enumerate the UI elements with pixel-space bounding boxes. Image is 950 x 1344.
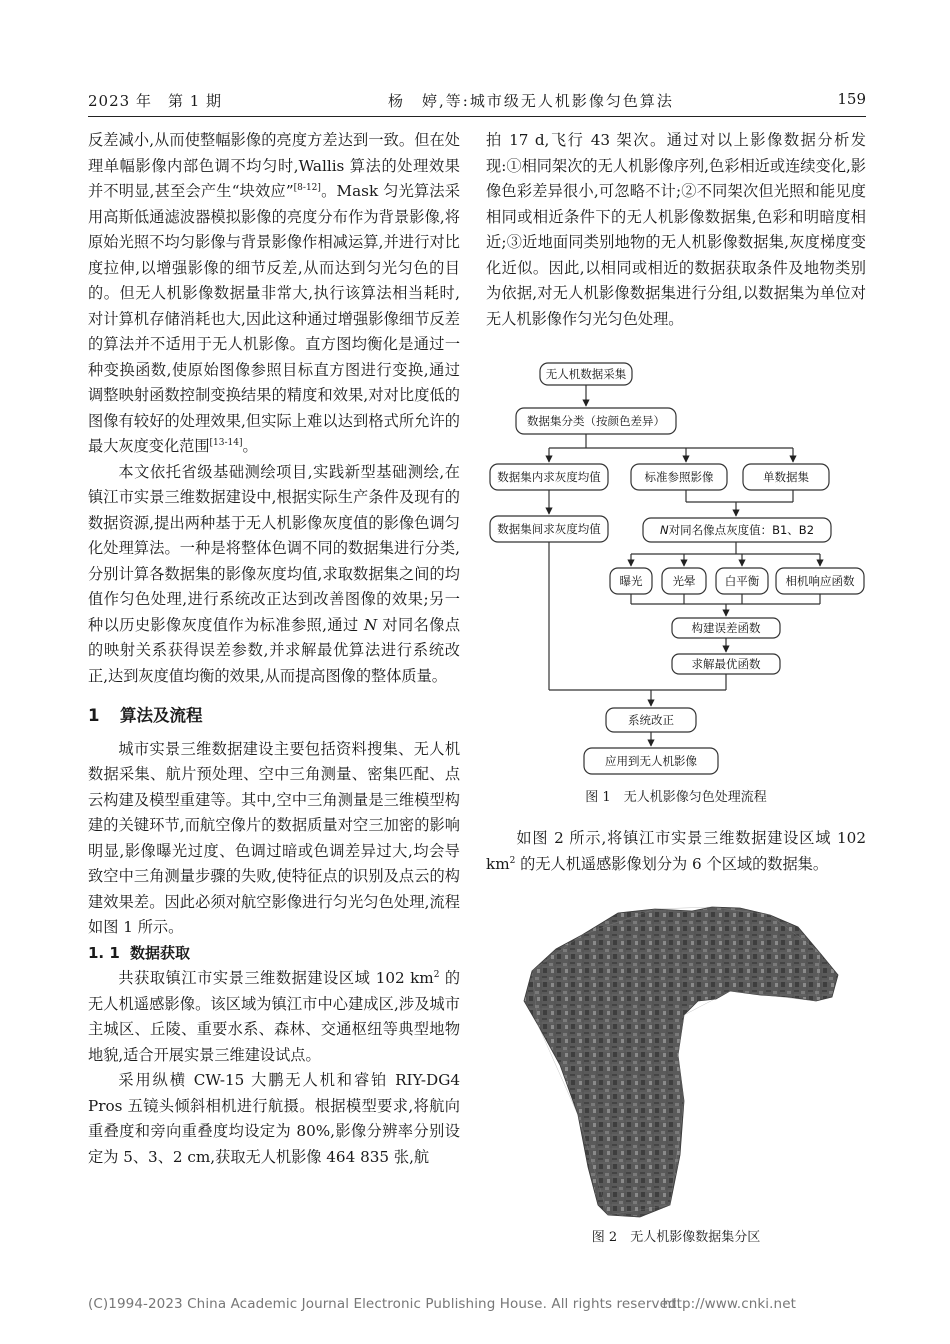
flow-label: 白平衡 (724, 574, 760, 588)
flow-label: 系统改正 (628, 713, 674, 727)
figure2-caption: 图 2 无人机影像数据集分区 (591, 1230, 761, 1245)
flow-label: 光晕 (672, 574, 696, 588)
paragraph: 共获取镇江市实景三维数据建设区域 102 $km^2$ 的无人机遥感影像。该区域为镇江市中心建成区,涉及城市主城区、丘陵、重要水系、森林、交通枢纽等典型地物地貌,适合开展实景三维建设试点。 (88, 969, 461, 1064)
header-rule (88, 116, 866, 117)
page-number: 159 (837, 90, 866, 108)
paragraph: 拍 17 d,飞行 43 架次。通过对以上影像数据分析发现:①相同架次的无人机影像序列,色彩相近或连续变化,影像色彩差异很小,可忽略不计;②不同架次但光照和能见度相同或相近条件下的无人机影像数据集,色彩和明暗度相近;③近地面同类别地物的无人机影像数据集,灰度梯度变化近似。因此,以相同或相近的数据获取条件及地物类别为依据,对无人机影像数据集进行分组,以数据集为单位对无人机影像作匀光匀色处理。 (486, 131, 866, 328)
region-map-shape (524, 907, 838, 1217)
flow-label: 构建误差函数 (691, 621, 761, 635)
article-running-title: 杨 婷,等:城市级无人机影像匀色算法 (388, 92, 674, 110)
paragraph: 采用纵横 CW-15 大鹏无人机和睿铂 RIY-DG4 Pros 五镜头倾斜相机进行航摄。根据模型要求,将航向重叠度和旁向重叠度均设定为 80%,影像分辨率分别设定为 5、3、2 cm,获取无人机影像 464 835 张,航 (88, 1071, 460, 1166)
flow-label: 应用到无人机影像 (605, 754, 697, 768)
paragraph: 反差减小,从而使整幅影像的亮度方差达到一致。但在处理单幅影像内部色调不均匀时,Wallis 算法的处理效果并不明显,甚至会产生“块效应”[8-12]。Mask 匀光算法采用高斯低通滤波器模拟影像的亮度分布作为背景影像,将原始光照不均匀影像与背景影像作相减运算,并进行对比度拉伸,以增强影像的细节反差,从而达到匀光匀色的目的。但无人机影像数据量非常大,执行该算法相当耗时,对计算机存储消耗也大,因此这种通过增强影像细节反差的算法并不适用于无人机影像。直方图均衡化是通过一种变换函数,使原始图像参照目标直方图进行变换,通过调整映射函数控制变换结果的精度和效果,对对比度低的图像有较好的处理效果,但实际上难以达到格式所允许的最大灰度变化范围[13-14]。 (88, 131, 461, 455)
cnki-link[interactable]: http://www.cnki.net (662, 1296, 796, 1312)
figure1-caption: 图 1 无人机影像匀色处理流程 (585, 790, 767, 805)
right-column (486, 128, 866, 332)
right-column-lower (486, 826, 866, 877)
subsection-heading: 1. 1 数据获取 (88, 943, 191, 962)
journal-issue: 2023 年 第 1 期 (88, 92, 223, 110)
flow-label: 单数据集 (763, 470, 809, 484)
paragraph: 本文依托省级基础测绘项目,实践新型基础测绘,在镇江市实景三维数据建设中,根据实际生产条件及现有的数据资源,提出两种基于无人机影像灰度值的影像色调匀化处理算法。一种是将整体色调不同的数据集进行分类,分别计算各数据集的影像灰度均值,求取数据集之间的均值作匀色处理,进行系统改正达到改善图像的效果;另一种以历史影像灰度值作为标准参照,通过 N 对同名像点的映射关系获得误差参数,并求解最优算法进行系统改正,达到灰度值均衡的效果,从而提高图像的整体质量。 (88, 462, 461, 685)
figure1-flowchart (486, 362, 866, 782)
citation[interactable]: [13-14] (209, 437, 243, 448)
figure2-region-map (520, 905, 840, 1220)
footer (88, 1296, 866, 1312)
flow-label: 数据集间求灰度均值 (497, 522, 601, 536)
flow-label: 数据集分类（按颜色差异） (527, 414, 665, 428)
flow-label: 相机响应函数 (785, 574, 855, 588)
paragraph: 如图 2 所示,将镇江市实景三维数据建设区域 102 $km^2$ 的无人机遥感影像划分为 6 个区域的数据集。 (486, 829, 866, 873)
flow-label: 标准参照影像 (644, 470, 714, 484)
flow-label: 曝光 (619, 574, 643, 588)
flow-label: 无人机数据采集 (545, 367, 627, 381)
citation[interactable]: [8-12] (293, 182, 321, 193)
left-column (88, 128, 460, 1170)
paragraph: 城市实景三维数据建设主要包括资料搜集、无人机数据采集、航片预处理、空中三角测量、密集匹配、点云构建及模型重建等。其中,空中三角测量是三维模型构建的关键环节,而航空像片的数据质量对空三加密的影响明显,影像曝光过度、色调过暗或色调差异过大,均会导致空中三角测量步骤的失败,使特征点的识别及点云的构建效果差。因此必须对航空影像进行匀光匀色处理,流程如图 1 所示。 (88, 739, 460, 936)
section-heading: 1 算法及流程 (88, 706, 203, 725)
flow-label: 求解最优函数 (691, 657, 761, 671)
copyright-notice: (C)1994-2023 China Academic Journal Electronic Publishing House. All rights reserved. (88, 1296, 682, 1312)
running-header (88, 88, 866, 114)
flow-label: 数据集内求灰度均值 (497, 470, 601, 484)
flow-label: N对同名像点灰度值：B1、B2 (659, 523, 815, 537)
